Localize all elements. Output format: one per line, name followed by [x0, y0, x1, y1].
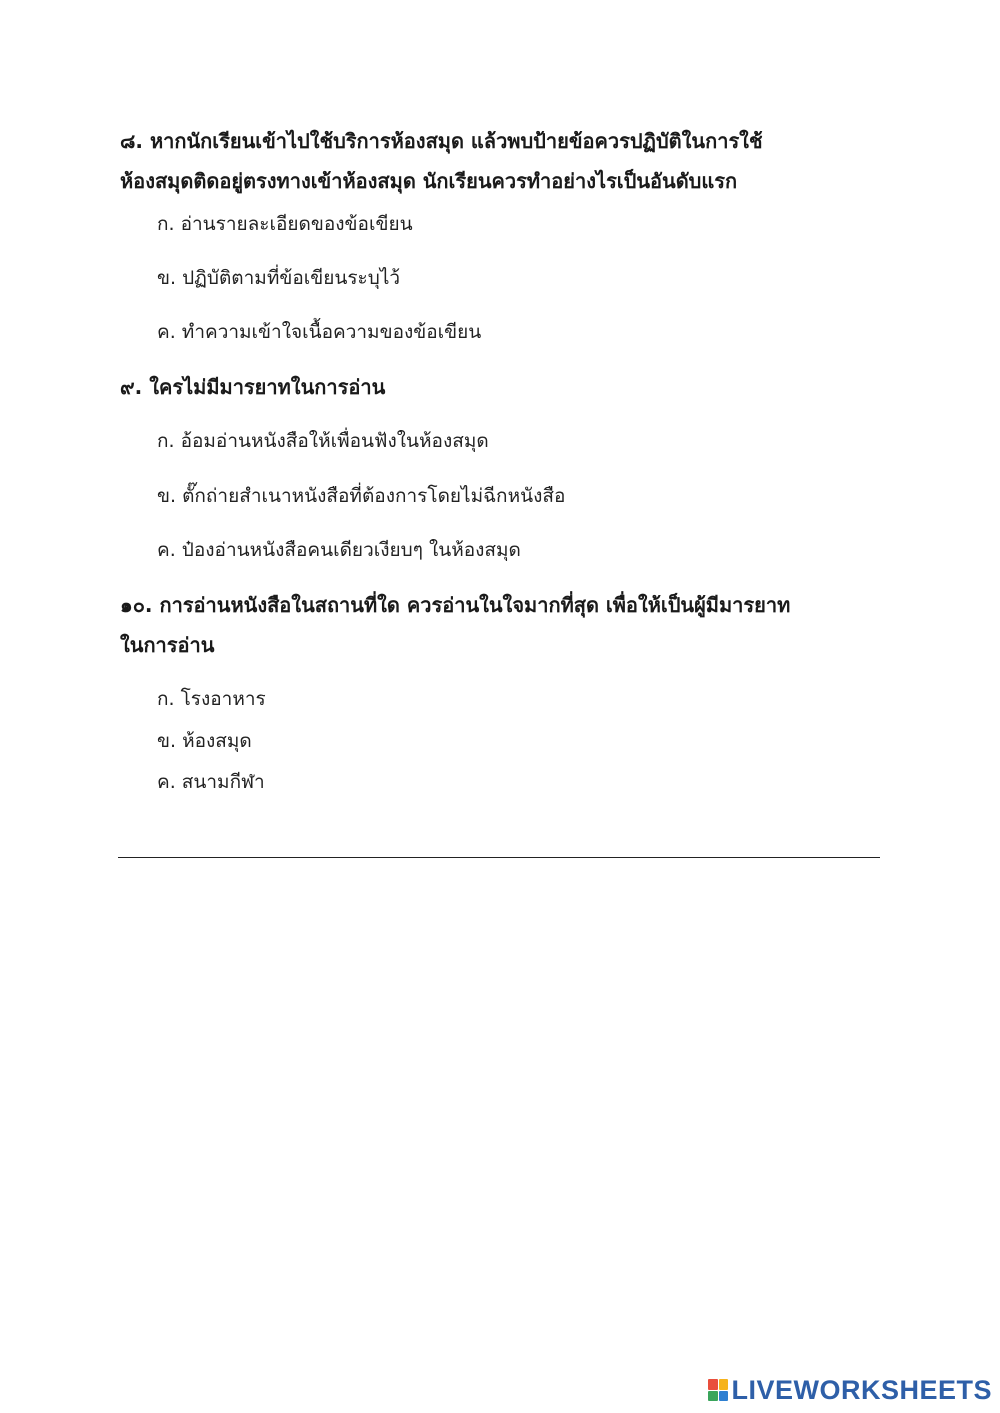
question-9: [120, 367, 860, 407]
question-9-option-c: ค. ป๋องอ่านหนังสือคนเดียวเงียบๆ ในห้องสมุด: [157, 539, 521, 561]
question-10-option-c: ค. สนามกีฬา: [157, 771, 265, 793]
question-10-line-2: ในการอ่าน: [120, 633, 215, 657]
question-10: [120, 585, 860, 665]
question-9-line-1: ๙. ใครไม่มีมารยาทในการอ่าน: [120, 375, 386, 399]
liveworksheets-logo-icon: [708, 1379, 728, 1401]
logo-mark-tile-2: [719, 1379, 729, 1390]
question-8-line-2: ห้องสมุดติดอยู่ตรงทางเข้าห้องสมุด นักเรียนควรทำอย่างไรเป็นอันดับแรก: [120, 169, 738, 193]
question-10-line-1: ๑๐. การอ่านหนังสือในสถานที่ใด ควรอ่านในใจมากที่สุด เพื่อให้เป็นผู้มีมารยาท: [120, 593, 791, 617]
question-10-option-a: ก. โรงอาหาร: [157, 688, 266, 710]
question-8-option-a: ก. อ่านรายละเอียดของข้อเขียน: [157, 213, 413, 235]
question-8-option-c: ค. ทำความเข้าใจเนื้อความของข้อเขียน: [157, 321, 482, 343]
question-8-line-1: ๘. หากนักเรียนเข้าไปใช้บริการห้องสมุด แล้วพบป้ายข้อควรปฏิบัติในการใช้: [120, 129, 763, 153]
question-10-option-b: ข. ห้องสมุด: [157, 730, 252, 752]
liveworksheets-brand-text: LIVEWORKSHEETS: [731, 1374, 992, 1405]
divider-line: [118, 857, 880, 858]
liveworksheets-logo: [708, 1373, 992, 1407]
logo-mark-tile-3: [708, 1391, 718, 1402]
question-8: [120, 121, 860, 201]
question-9-option-a: ก. อ้อมอ่านหนังสือให้เพื่อนฟังในห้องสมุด: [157, 430, 489, 452]
logo-mark-tile-1: [708, 1379, 718, 1390]
question-9-option-b: ข. ตั๊กถ่ายสำเนาหนังสือที่ต้องการโดยไม่ฉีกหนังสือ: [157, 485, 566, 507]
question-8-option-b: ข. ปฏิบัติตามที่ข้อเขียนระบุไว้: [157, 267, 401, 289]
logo-mark-tile-4: [719, 1391, 729, 1402]
